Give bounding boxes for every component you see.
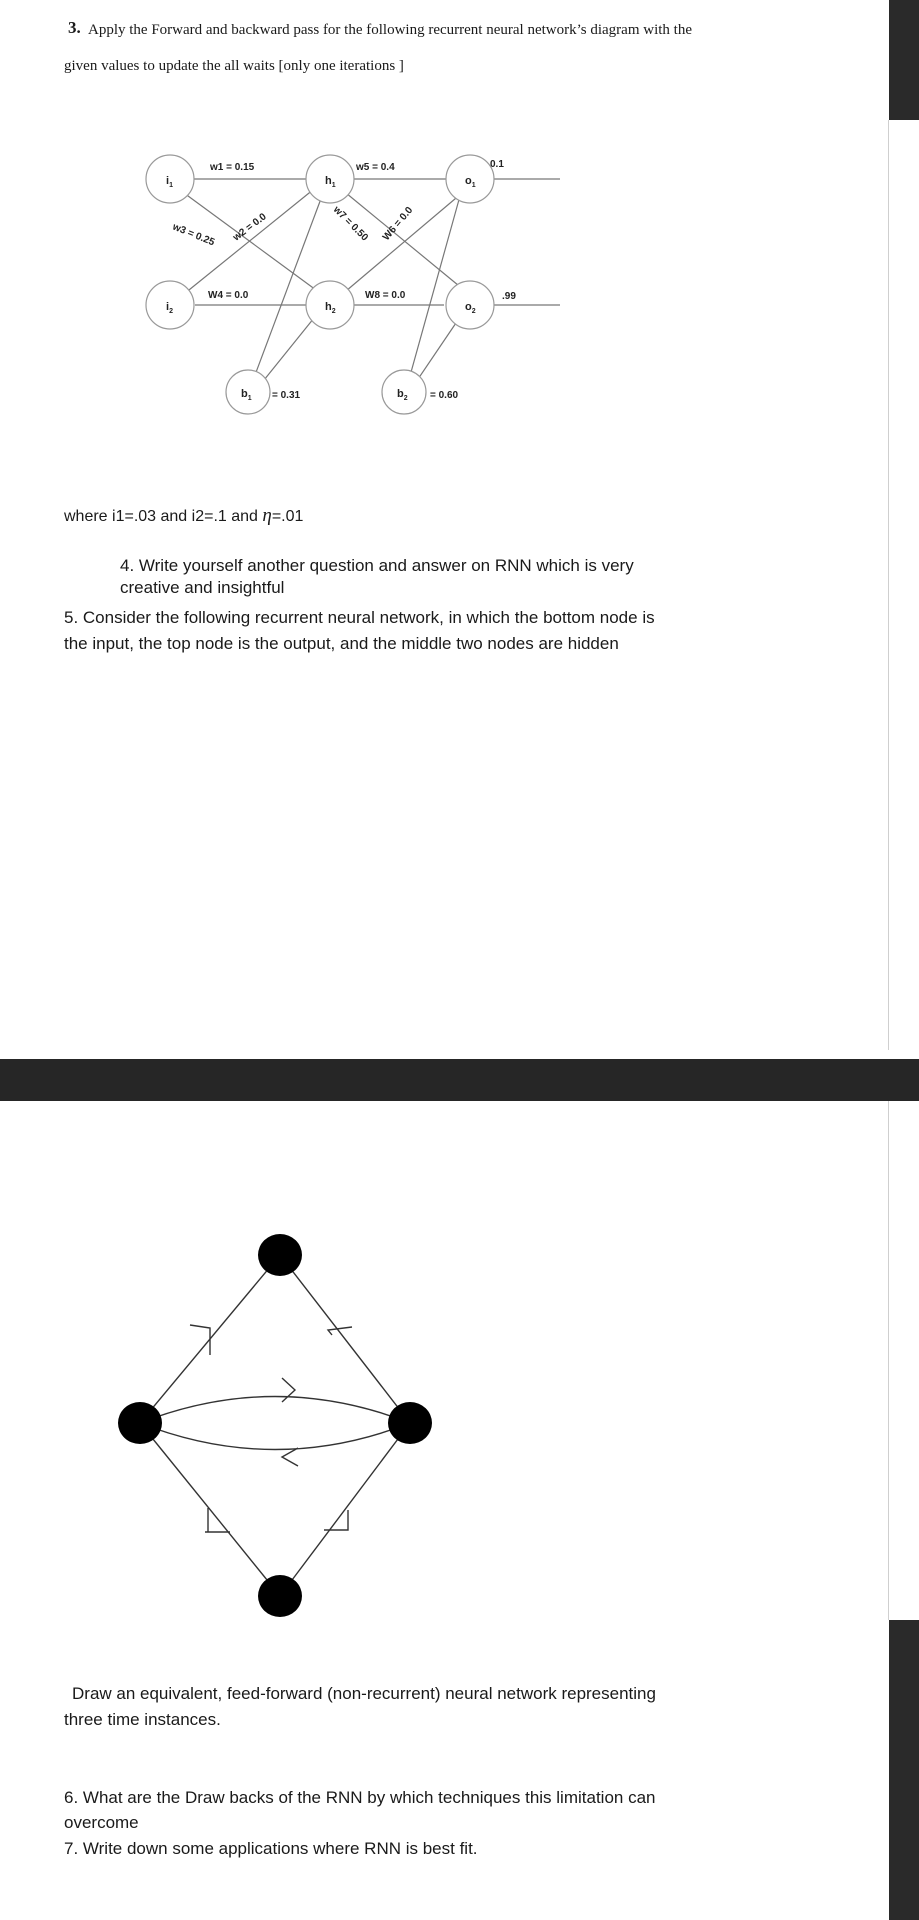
node-i1 [146,155,194,203]
weight-w5: w5 = 0.4 [356,162,395,173]
draw-task-line1: Draw an equivalent, feed-forward (non-recurrent) neural network representing [72,1684,656,1703]
question-7-line1: 7. Write down some applications where RNN is best fit. [64,1839,478,1858]
target-o1: 0.1 [490,159,504,170]
weight-w2: w2 = 0.0 [231,211,269,244]
page-edge-line-lower [888,1101,889,1620]
weight-w1: w1 = 0.15 [210,162,255,173]
edge-left-to-right [140,1397,410,1424]
weight-w7: w7 = 0.50 [330,204,370,244]
right-scrollbar-bottom [889,1620,919,1920]
label-i1: $i_1$ [166,175,173,189]
question-3-text-line1: Apply the Forward and backward pass for the following recurrent neural network’s diagram with the [88,22,692,38]
label-b2: $b_2$ [397,388,408,402]
edge-right-to-left [140,1423,410,1450]
label-h1: $h_1$ [325,175,336,189]
weight-w4: W4 = 0.0 [208,290,249,301]
neural-network-diagram [0,140,600,420]
page-divider-right [889,1059,919,1101]
arrow-up-right [328,1327,352,1335]
bias-b2-value: = 0.60 [430,390,459,401]
target-o2: .99 [502,291,516,302]
question-6-line1: 6. What are the Draw backs of the RNN by which techniques this limitation can [64,1788,656,1807]
cutoff-heading [70,0,400,4]
arrow-bottom-right [324,1510,348,1530]
given-values-text: where i1=.03 and i2=.1 and η=.01 [64,505,304,526]
edge-b1-h2 [260,318,314,385]
bias-b1-value: = 0.31 [272,390,301,401]
weight-w8: W8 = 0.0 [365,290,406,301]
arrow-right [282,1378,295,1402]
label-o2: $o_2$ [465,301,476,315]
arrow-bottom-left [205,1508,230,1532]
recurrent-network-diagram [100,1220,460,1620]
draw-task-line2: three time instances. [64,1710,221,1729]
node-i2 [146,281,194,329]
question-6-line2: overcome [64,1813,139,1832]
question-5-line1: 5. Consider the following recurrent neural network, in which the bottom node is [64,608,655,627]
question-4-line2: creative and insightful [120,578,285,597]
label-o1: $o_1$ [465,175,476,189]
hidden-node-left [118,1402,162,1444]
page-divider [0,1059,889,1101]
weight-w6: W6 = 0.0 [380,204,416,243]
label-b1: $b_1$ [241,388,252,402]
question-5-line2: the input, the top node is the output, and the middle two nodes are hidden [64,634,619,653]
node-b2 [382,370,426,414]
right-scrollbar-top [889,0,919,120]
label-i2: $i_2$ [166,301,173,315]
node-b1 [226,370,270,414]
question-3-text-line2: given values to update the all waits [only one iterations ] [64,58,404,74]
weight-w3: w3 = 0.25 [170,221,216,249]
hidden-node-right [388,1402,432,1444]
label-h2: $h_2$ [325,301,336,315]
edge-b2-o2 [414,320,458,385]
input-node [258,1575,302,1617]
output-node [258,1234,302,1276]
page-edge-line [888,120,889,1050]
question-4-line1: 4. Write yourself another question and answer on RNN which is very [120,556,634,575]
connection-lines [184,179,560,385]
question-3-number: 3. [68,18,81,37]
arrow-left [282,1448,298,1466]
